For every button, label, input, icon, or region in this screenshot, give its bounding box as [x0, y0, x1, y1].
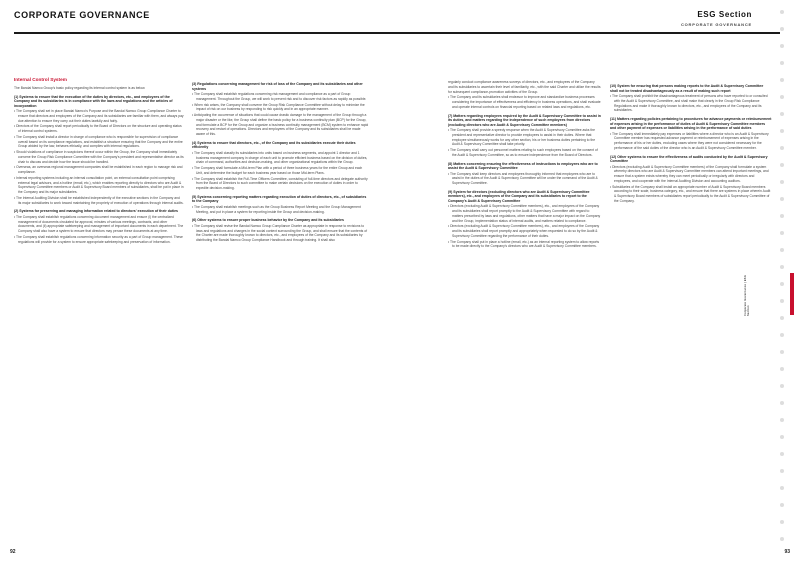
nav-dot[interactable]: [780, 78, 784, 82]
body-paragraph: • Directors (excluding Audit & Supervisory Committee members), etc., and employees of the Company and its subsidiaries shall report promptly and appropriately when requested to do so by the Audit & Supervisory Committee regarding the performance of their duties.: [448, 224, 600, 238]
nav-dot[interactable]: [780, 299, 784, 303]
nav-dot[interactable]: [780, 520, 784, 524]
body-paragraph: • The Company shall carry out personnel matters relating to such employees based on the consent of the Audit & Supervisory Committee, so as to ensure independence from the Board of Directors.: [448, 148, 598, 157]
subsection-heading: (12) Other systems to ensure the effectiveness of audits conducted by the Audit & Supervisory Committee: [610, 154, 768, 163]
nav-dot[interactable]: [780, 486, 784, 490]
active-section-tab[interactable]: [790, 273, 794, 315]
body-paragraph: • The Company shall classify its subsidiaries into units based on business segments, and appoint 1 director and 1 business management company in charge of each unit to promote efficient business based on the division of duties, chain of command, authorities and decision-making, and other organizational regulations within the Group.: [192, 150, 368, 165]
intro-text: The Bandai Namco Group's basic policy regarding its internal control system is as below.: [14, 85, 146, 90]
nav-dot[interactable]: [780, 129, 784, 133]
nav-dot[interactable]: [780, 384, 784, 388]
body-paragraph: • Directors (excluding Audit & Supervisory Committee members) of the Company shall formulate a system whereby directors who are Audit & Supervisory Committee members can attend important meetings, and ensure that a system exists whereby they can meet periodically or irregularly with directors and employees, and cooperate with the Internal Auditing Division and accounting auditors.: [610, 164, 769, 183]
body-paragraph: • When risk arises, the Company shall convene the Group Risk Compliance Committee without delay to minimize the impact of risk on our business by responding to risk quickly and in an appropriate manner.: [192, 102, 365, 112]
body-paragraph: • The Company shall keep directors and employees thoroughly informed that employees who are to assist in the duties of the Audit & Supervisory Committee will be under the command of the Audit & Supervisory Committee.: [448, 171, 598, 185]
section-label: ESG Section: [697, 10, 752, 19]
nav-dot[interactable]: [780, 452, 784, 456]
nav-dot[interactable]: [780, 197, 784, 201]
body-paragraph: • Subsidiaries of the Company shall install an appropriate number of Audit & Supervisory Board members according to their scale, business category, etc., and ensure that there are systems in place wherein Audit & Supervisory Board members of subsidiaries report periodically to the Audit & Supervisory Committee of the Company.: [610, 184, 771, 203]
body-paragraph: • The Company shall revise the Bandai Namco Group Compliance Charter as appropriate in response to revisions to laws and regulations and changes in the social context surrounding the Group, and shall ensure that the contents of the Charter are made thoroughly known to directors, etc., and employees of the Company and its subsidiaries by distributing the Bandai Namco Group Compliance Handbook and through training. It shall also: [192, 223, 368, 242]
body-paragraph: • The Company shall set in place Bandai Namco's Purpose and the Bandai Namco Group Compliance Charter to ensure that directors and employees of the Company and its subsidiaries are familiar with them, and always pay due attention to ensure they carry out their duties lawfully and fairly.: [14, 109, 184, 123]
nav-dot[interactable]: [780, 401, 784, 405]
subsection-heading: (3) Regulations concerning management for risk of loss of the Company and its subsidiaries and other systems: [192, 82, 363, 91]
nav-dot[interactable]: [780, 418, 784, 422]
subsection-label: CORPORATE GOVERNANCE: [680, 22, 752, 27]
column-2: [192, 78, 370, 244]
nav-dot[interactable]: [780, 163, 784, 167]
body-paragraph: • Should violations of compliance in suspicions thereof occur within the Group, the Company shall immediately convene the Group Risk Compliance Committee with the Company's president and representative director as its chair to discuss and decide how the issue should be handled.: [14, 150, 184, 164]
col1-blocks: [14, 95, 184, 245]
body-paragraph: • The Company shall establish the Full-Time Officers Committee, consisting of full-time directors and delegate authority from the Board of Directors to such committee to make certain decisions on the execution of duties in order to expedite decision-making.: [192, 176, 368, 190]
nav-dot[interactable]: [780, 503, 784, 507]
section-nav: [780, 10, 786, 554]
subsection-heading: (11) Matters regarding policies pertaining to procedures for advance payments or reimbursement of expenses arising in the performance of duties of Audit & Supervisory Committee members and other payment of expenses or liabilities arising in the performance of said duties: [610, 117, 772, 130]
subsection-heading: (9) System for directors (excluding directors who are Audit & Supervisory Committee members), etc., and employees of the Company and its subsidiaries to report to the Company's Audit & Supervisory Committee: [448, 189, 590, 203]
subsection-heading: (2) Systems for preserving and managing information related to directors' execution of their duties: [14, 209, 179, 214]
body-paragraph: • Directors of the Company shall report periodically to the Board of Directors on the structure and operating status of internal control systems.: [14, 124, 182, 133]
subsection-heading: (5) Systems concerning reporting matters regarding execution of duties of directors, etc., of subsidiaries to the Company: [192, 194, 367, 204]
nav-dot[interactable]: [780, 333, 784, 337]
nav-dot[interactable]: [780, 27, 784, 31]
side-section-label: Corporate Governance | ESG Section: [744, 275, 750, 316]
page-number-left: 92: [10, 549, 16, 555]
body-paragraph: • Anticipating the occurrence of situations that could cause drastic damage to the management of the Group through a major disaster or the like, the Group shall define the basic policy for a business continuity plan (BCP) for the Group, and formulate a BCP for the Group and organize a business continuity management (BCM) system to enhance rapid recovery and restart of operations. Directors and employees of the Company and its subsidiaries shall be made aware of this.: [192, 113, 369, 136]
page-header: [0, 0, 800, 48]
body-paragraph: • The Internal Auditing Division shall be established independently of the executive sections in the Company and its major subsidiaries to work toward maintaining the propriety of execution of operations through internal audits.: [14, 195, 184, 205]
column-3: [448, 80, 601, 250]
body-paragraph: • The Company shall establish regulations concerning document management and ensure (i) the centralized management of documents circulated for approval, minutes of various meetings, contracts, and other documents, and (ii) appropriate safekeeping and management of important documents in each department. The Company shall also have a system to ensure that directors may peruse these documents at any time.: [14, 214, 184, 233]
subsection-heading: (7) Matters regarding employees required by the Audit & Supervisory Committee to assist in its duties, and matters regarding the independence of such employees from directors (excluding directors who are Audit & Supervisory Committee members): [448, 113, 601, 127]
section-title: Internal Control System: [14, 77, 67, 82]
nav-dot[interactable]: [780, 61, 784, 65]
nav-dot[interactable]: [780, 265, 784, 269]
body-paragraph: • Overseas, an overseas regional management companies shall be established in each region to manage risk and compliance.: [14, 165, 183, 174]
nav-dot[interactable]: [780, 10, 784, 14]
body-paragraph: • The Company shall immediately pay expenses or liabilities where a director who is an Audit & Supervisory Committee member has requested advance payment or reimbursement of expenses arising in the performance of his or her duties, excluding cases where they were not considered necessary for the performance of the said duties of the director who is an Audit & Supervisory Committee member.: [610, 131, 769, 150]
nav-dot[interactable]: [780, 146, 784, 150]
body-paragraph: • The Company shall establish regulations concerning risk management and compliance as a part of Group management. Throughout the Group, we will work to prevent risk and to discover risk factors as rapidly as possible.: [192, 92, 367, 101]
nav-dot[interactable]: [780, 282, 784, 286]
nav-dot[interactable]: [780, 435, 784, 439]
body-paragraph: • Internal reporting systems including an internal consultation point, an external consultation point comprising external legal advisors, and a hotline (email, etc.), which enables reporting directly to directors who are Audit & Supervisory Committee members or Audit & Supervisory Board members of subsidiaries, shall be put in place in the Company and its major subsidiaries.: [14, 175, 184, 194]
nav-dot[interactable]: [780, 231, 784, 235]
nav-dot[interactable]: [780, 469, 784, 473]
body-paragraph: • The Company shall prohibit the disadvantageous treatment of persons who have reported to or consulted with the Audit & Supervisory Committee, and shall make that clearly in the Group Risk Compliance Regulations and make it thoroughly known to directors, etc., and employees of the Company and its subsidiaries.: [610, 94, 768, 113]
column-4: [610, 80, 772, 205]
page-number-right: 93: [784, 549, 790, 555]
subsection-heading: (1) Systems to ensure that the execution of the duties by directors, etc., and employees of the Company and its subsidiaries is in compliance with the laws and regulations and the articles of incorporation: [14, 94, 173, 108]
nav-dot[interactable]: [780, 537, 784, 541]
nav-dot[interactable]: [780, 248, 784, 252]
nav-dot[interactable]: [780, 214, 784, 218]
nav-dot[interactable]: [780, 180, 784, 184]
body-paragraph: • The Company shall formulate a Mid-term Plan with a period of three business years for the entire Group and each Unit, and determine the budget for each business year based on those Mid-term Plans.: [192, 166, 363, 175]
nav-dot[interactable]: [780, 367, 784, 371]
nav-dot[interactable]: [780, 316, 784, 320]
body-paragraph: • The Company shall provide a speedy response when the Audit & Supervisory Committee asks the president and representative director to provide employees to assist in their duties. Where that employee simultaneously works for any other section, his or her business duties pertaining to the Audit & Supervisory Committee shall take priority.: [448, 128, 596, 147]
nav-dot[interactable]: [780, 350, 784, 354]
body-paragraph: • The Company shall put in place a hotline (email, etc.) as an internal reporting system to allow reports to be made directly to the Company's directors who are Audit & Supervisory Committee members.: [448, 239, 600, 249]
document-title: CORPORATE GOVERNANCE: [14, 10, 150, 20]
body-paragraph: • The Company and its subsidiaries shall endeavor to improve and standardize business processes considering the importance of effectiveness and efficiency in business operations, and shall evaluate and operate internal controls on financial reporting based on related laws and regulations, etc.: [448, 95, 601, 109]
nav-dot[interactable]: [780, 95, 784, 99]
column-1: [14, 78, 184, 245]
body-paragraph: • The Company shall establish meetings such as the Group Business Report Meeting and the Group Management Meeting, and put in place a system for reporting inside the Group and decision-making.: [192, 204, 361, 214]
body-paragraph: • The Company shall establish regulations concerning information security as a part of Group management. These regulations will provide for a system to ensure appropriate safekeeping and preservation of information.: [14, 234, 183, 244]
subsection-heading: (10) System for ensuring that persons making reports to the Audit & Supervisory Committee shall not be treated disadvantageously as a result of making such report: [610, 84, 764, 93]
nav-dot[interactable]: [780, 112, 784, 116]
body-paragraph: • The Company shall install a director in charge of compliance who is responsible for supervision of compliance overall based on its compliance regulations, and establish a structure ensuring that the Company and the entire Group abided by the law, behaves ethically, and complies with internal regulations.: [14, 134, 183, 149]
body-paragraph: regularly conduct compliance awareness surveys of directors, etc., and employees of the Company and its subsidiaries to ascertain their level of familiarity, etc., with the said Charter and utilize the results for subsequent compliance-promotion activities of the Group.: [448, 80, 601, 94]
subsection-heading: (8) Matters concerning ensuring the effectiveness of instructions to employees who are to assist the Audit & Supervisory Committee: [448, 161, 598, 170]
body-paragraph: • Directors (excluding Audit & Supervisory Committee members), etc., and employees of the Company and its subsidiaries shall report promptly to the Audit & Supervisory Committee with regard to matters prescribed by laws and regulations, other matters that have a major impact on the Company and the Group, implementation status of internal audits, and matters related to compliance.: [448, 204, 601, 223]
subsection-heading: (6) Other systems to ensure proper business behavior by the Company and its subsidiaries: [192, 218, 344, 223]
header-rule: [14, 32, 780, 34]
subsection-heading: (4) Systems to ensure that directors, etc., of the Company and its subsidiaries execute their duties efficiently: [192, 140, 356, 150]
nav-dot[interactable]: [780, 44, 784, 48]
